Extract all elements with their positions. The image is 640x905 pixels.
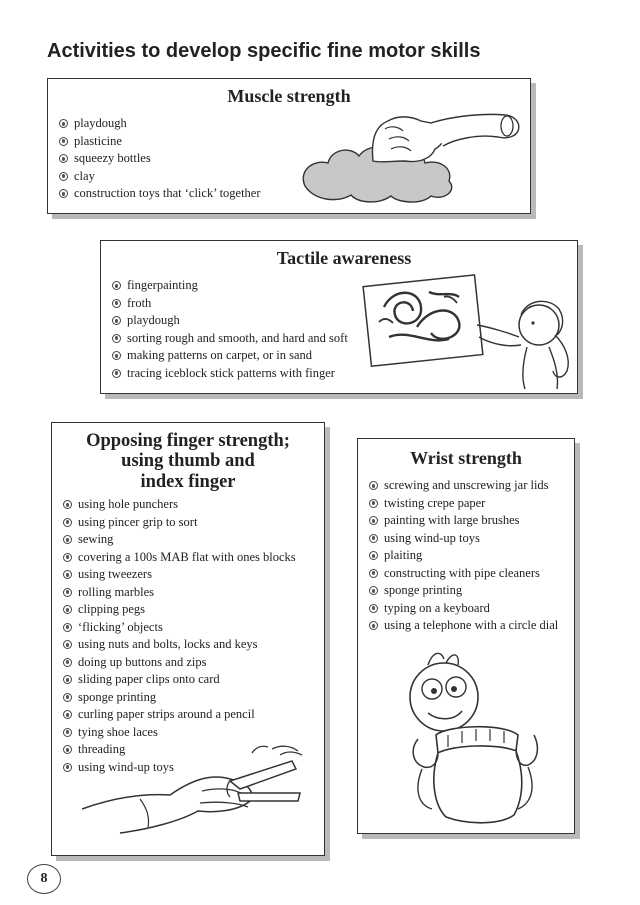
opposing-finger-title-line-3: index finger (140, 471, 236, 492)
list-item (63, 584, 296, 602)
opposing-finger-title (52, 431, 324, 492)
list-item-text: sewing (78, 532, 114, 547)
wrist-strength-title: Wrist strength (410, 448, 522, 468)
circle-bullet-icon (63, 728, 72, 737)
muscle-strength-box (47, 78, 531, 214)
list-item (112, 295, 348, 313)
list-item-text: covering a 100s MAB flat with ones blocks (78, 549, 296, 564)
list-item-text: using hole punchers (78, 497, 178, 512)
circle-bullet-icon (112, 369, 121, 378)
list-item (63, 496, 296, 514)
child-fingerpainting-illustration (359, 267, 584, 392)
list-item-text: making patterns on carpet, or in sand (127, 348, 313, 363)
circle-bullet-icon (112, 316, 121, 325)
list-item (112, 347, 348, 365)
list-item-text: doing up buttons and zips (78, 654, 207, 669)
list-item (63, 566, 296, 584)
list-item-text: fingerpainting (127, 278, 198, 293)
list-item-text: sorting rough and smooth, and hard and soft (127, 330, 348, 345)
list-item (112, 365, 348, 383)
jar-body-shape (434, 751, 522, 823)
list-item (369, 600, 558, 618)
list-item (369, 495, 558, 513)
circle-bullet-icon (112, 281, 121, 290)
circle-bullet-icon (63, 500, 72, 509)
list-item-text: rolling marbles (78, 584, 155, 599)
page-number: 8 (27, 864, 61, 894)
list-item-text: sliding paper clips onto card (78, 672, 220, 687)
list-item-text: plaiting (384, 548, 423, 563)
list-item-text: using pincer grip to sort (78, 514, 198, 529)
list-item (63, 531, 296, 549)
list-item (369, 530, 558, 548)
list-item-text: playdough (127, 313, 180, 328)
circle-bullet-icon (63, 693, 72, 702)
list-item (63, 636, 296, 654)
list-item (369, 547, 558, 565)
list-item (59, 185, 261, 203)
list-item (63, 706, 296, 724)
circle-bullet-icon (59, 189, 68, 198)
list-item-text: squeezy bottles (74, 151, 151, 166)
list-item (112, 330, 348, 348)
hand-squeezing-clay-illustration (293, 101, 528, 206)
circle-bullet-icon (63, 570, 72, 579)
list-item (63, 619, 296, 637)
list-item (112, 312, 348, 330)
list-item (112, 277, 348, 295)
list-item-text: ‘flicking’ objects (78, 619, 163, 634)
circle-bullet-icon (112, 334, 121, 343)
list-item-text: using wind-up toys (384, 530, 480, 545)
list-item (63, 724, 296, 742)
opposing-finger-box (51, 422, 325, 856)
child-face-shape (410, 663, 478, 731)
list-item-text: froth (127, 295, 152, 310)
muscle-strength-title: Muscle strength (227, 86, 351, 106)
list-item (63, 689, 296, 707)
list-item-text: playdough (74, 116, 127, 131)
circle-bullet-icon (63, 710, 72, 719)
circle-bullet-icon (369, 551, 378, 560)
circle-bullet-icon (63, 588, 72, 597)
list-item-text: curling paper strips around a pencil (78, 707, 255, 722)
circle-bullet-icon (63, 553, 72, 562)
list-item (369, 512, 558, 530)
list-item-text: painting with large brushes (384, 513, 520, 528)
child-opening-jar-illustration (388, 639, 548, 824)
list-item-text: using a telephone with a circle dial (384, 618, 559, 633)
list-item-text: sponge printing (384, 583, 463, 598)
circle-bullet-icon (63, 640, 72, 649)
circle-bullet-icon (59, 137, 68, 146)
list-item (369, 477, 558, 495)
list-item-text: using nuts and bolts, locks and keys (78, 637, 258, 652)
list-item (63, 671, 296, 689)
hand-with-peg-illustration (80, 741, 320, 846)
circle-bullet-icon (369, 499, 378, 508)
list-item-text: screwing and unscrewing jar lids (384, 478, 549, 493)
list-item (59, 133, 261, 151)
list-item (63, 549, 296, 567)
list-item (63, 654, 296, 672)
circle-bullet-icon (112, 299, 121, 308)
wrist-strength-box (357, 438, 575, 834)
page-heading: Activities to develop specific fine motor skills (47, 40, 481, 62)
circle-bullet-icon (63, 605, 72, 614)
list-item-text: constructing with pipe cleaners (384, 565, 540, 580)
child-head-shape (519, 305, 559, 345)
circle-bullet-icon (369, 481, 378, 490)
list-item-text: clipping pegs (78, 602, 146, 617)
circle-bullet-icon (369, 586, 378, 595)
list-item-text: clay (74, 168, 95, 183)
opposing-finger-title-line-1: Opposing finger strength; (86, 431, 290, 451)
circle-bullet-icon (369, 516, 378, 525)
list-item (369, 617, 558, 635)
list-item-text: construction toys that ‘click’ together (74, 186, 261, 201)
list-item (59, 168, 261, 186)
tactile-awareness-list (112, 277, 348, 382)
muscle-strength-list (59, 115, 261, 203)
list-item-text: tying shoe laces (78, 724, 158, 739)
list-item-text: twisting crepe paper (384, 495, 486, 510)
list-item (369, 582, 558, 600)
list-item-text: using wind-up toys (78, 759, 174, 774)
list-item (63, 601, 296, 619)
list-item (63, 514, 296, 532)
list-item-text: using tweezers (78, 567, 152, 582)
circle-bullet-icon (369, 569, 378, 578)
tactile-awareness-box (100, 240, 578, 394)
circle-bullet-icon (63, 518, 72, 527)
circle-bullet-icon (63, 745, 72, 754)
list-item (59, 150, 261, 168)
circle-bullet-icon (63, 658, 72, 667)
circle-bullet-icon (59, 154, 68, 163)
circle-bullet-icon (63, 763, 72, 772)
opposing-finger-list (63, 496, 296, 776)
wrist-strength-list (369, 477, 558, 635)
circle-bullet-icon (59, 172, 68, 181)
list-item-text: tracing iceblock stick patterns with finger (127, 365, 335, 380)
list-item-text: typing on a keyboard (384, 600, 490, 615)
circle-bullet-icon (63, 675, 72, 684)
peg-shape (230, 761, 296, 789)
tactile-awareness-title: Tactile awareness (276, 248, 412, 268)
circle-bullet-icon (112, 351, 121, 360)
list-item (59, 115, 261, 133)
circle-bullet-icon (369, 621, 378, 630)
circle-bullet-icon (63, 535, 72, 544)
circle-bullet-icon (369, 604, 378, 613)
circle-bullet-icon (63, 623, 72, 632)
list-item-text: plasticine (74, 133, 122, 148)
circle-bullet-icon (59, 119, 68, 128)
circle-bullet-icon (369, 534, 378, 543)
list-item-text: sponge printing (78, 689, 157, 704)
list-item-text: threading (78, 742, 126, 757)
opposing-finger-title-line-2: using thumb and (121, 451, 255, 472)
list-item (369, 565, 558, 583)
